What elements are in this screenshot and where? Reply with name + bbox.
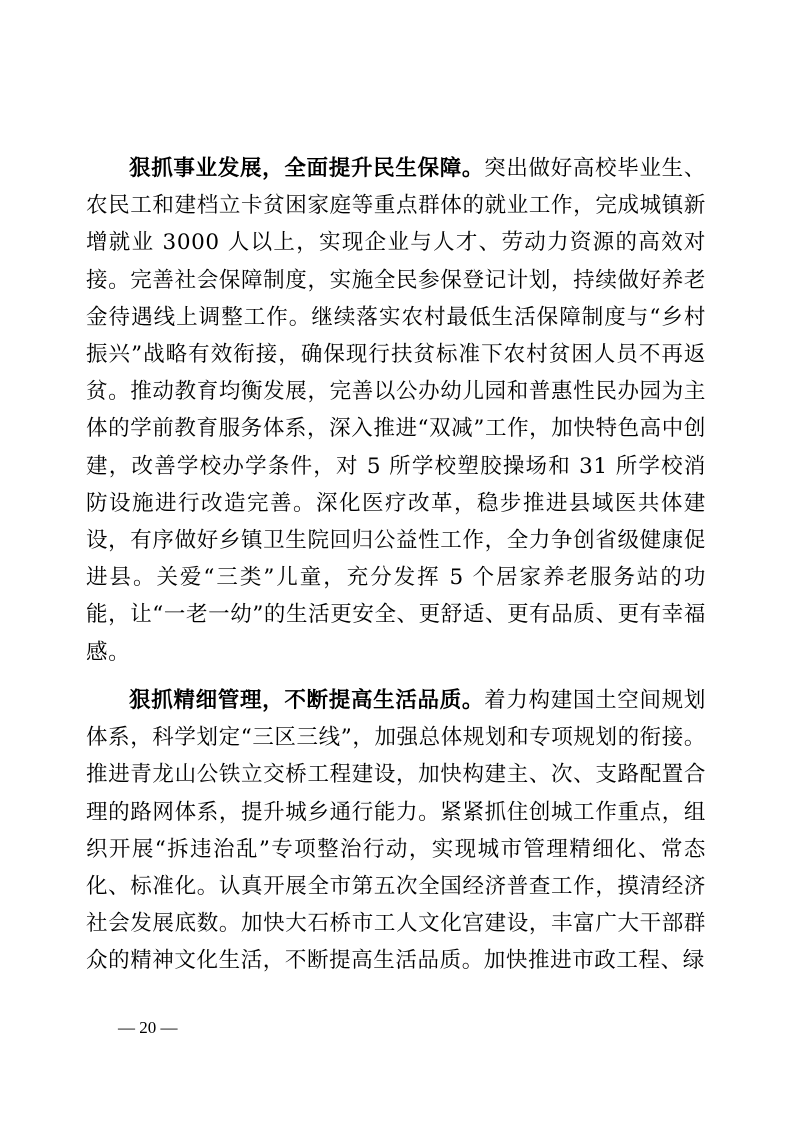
paragraph-body: 着力构建国土空间规划体系，科学划定“三区三线”，加强总体规划和专项规划的衔接。推进青龙山公铁立交桥工程建设，加快构建主、次、支路配置合理的路网体系，提升城乡通行能力。紧紧抓住创城工作重点，组织开展“拆违治乱”专项整治行动，实现城市管理精细化、常态化、标准化。认真开展全市第五次全国经济普查工作，摸清经济社会发展底数。加快大石桥市工人文化宫建设，丰富广大干部群众的精神文化生活，不断提高生活品质。加快推进市政工程、绿: [86, 688, 706, 974]
paragraph-lead: 狠抓精细管理，不断提高生活品质。: [129, 688, 485, 713]
paragraph-lead: 狠抓事业发展，全面提升民生保障。: [129, 156, 485, 181]
paragraph-livelihood: [86, 150, 706, 671]
paragraph-management: [86, 682, 706, 980]
paragraph-body: 突出做好高校毕业生、农民工和建档立卡贫困家庭等重点群体的就业工作，完成城镇新增就业 3000 人以上，实现企业与人才、劳动力资源的高效对接。完善社会保障制度，实施全民参保登记计划，持续做好养老金待遇线上调整工作。继续落实农村最低生活保障制度与“乡村振兴”战略有效衔接，确保现行扶贫标准下农村贫困人员不再返贫。推动教育均衡发展，完善以公办幼儿园和普惠性民办园为主体的学前教育服务体系，深入推进“双减”工作，加快特色高中创建，改善学校办学条件，对 5 所学校塑胶操场和 31 所学校消防设施进行改造完善。深化医疗改革，稳步推进县域医共体建设，有序做好乡镇卫生院回归公益性工作，全力争创省级健康促进县。关爱“三类”儿童，充分发挥 5 个居家养老服务站的功能，让“一老一幼”的生活更安全、更舒适、更有品质、更有幸福感。: [86, 156, 706, 665]
page-number: — 20 —: [118, 1018, 178, 1037]
